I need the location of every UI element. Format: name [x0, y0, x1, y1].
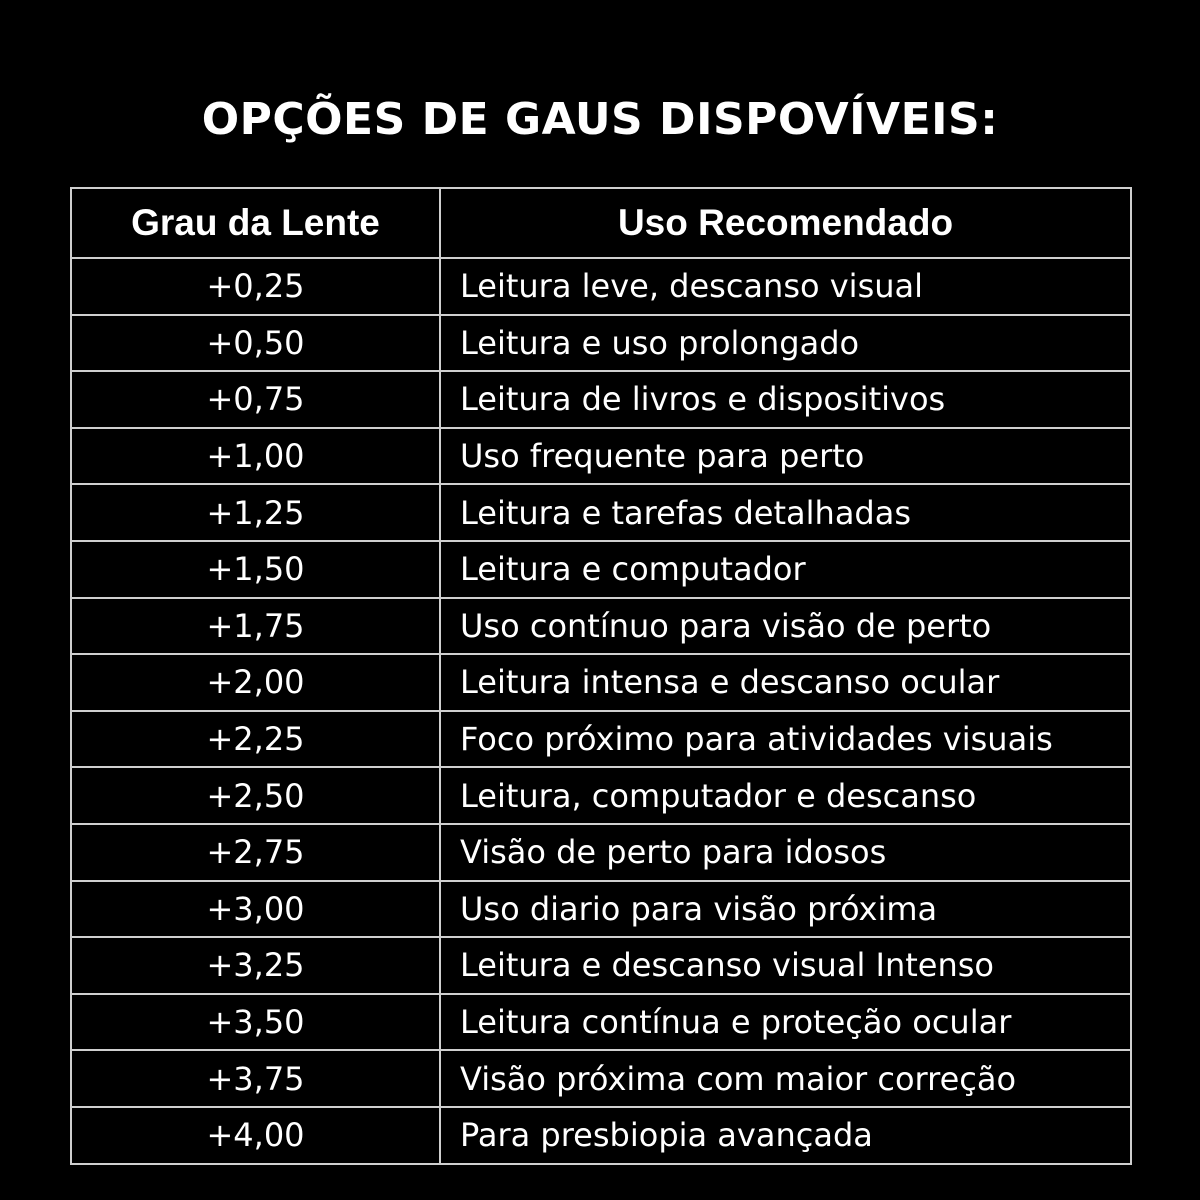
table-row	[71, 994, 1131, 1051]
lens-grade-cell: +3,00	[71, 881, 440, 938]
table-row	[71, 824, 1131, 881]
lens-grade-cell: +3,50	[71, 994, 440, 1051]
header-lens-grade: Grau da Lente	[71, 188, 440, 258]
lens-grade-cell: +0,25	[71, 258, 440, 315]
recommended-use-cell: Leitura intensa e descanso ocular	[440, 654, 1131, 711]
recommended-use-cell: Leitura e uso prolongado	[440, 315, 1131, 372]
table-row	[71, 371, 1131, 428]
lens-grade-cell: +1,50	[71, 541, 440, 598]
recommended-use-cell: Foco próximo para atividades visuais	[440, 711, 1131, 768]
recommended-use-cell: Visão de perto para idosos	[440, 824, 1131, 881]
recommended-use-cell: Uso frequente para perto	[440, 428, 1131, 485]
lens-grade-cell: +4,00	[71, 1107, 440, 1164]
lens-grade-cell: +1,75	[71, 598, 440, 655]
recommended-use-cell: Uso contínuo para visão de perto	[440, 598, 1131, 655]
table-row	[71, 428, 1131, 485]
table-row	[71, 881, 1131, 938]
table-row	[71, 598, 1131, 655]
table-row	[71, 767, 1131, 824]
lens-grade-cell: +1,25	[71, 484, 440, 541]
lens-grade-cell: +2,75	[71, 824, 440, 881]
recommended-use-cell: Leitura e tarefas detalhadas	[440, 484, 1131, 541]
table-row	[71, 711, 1131, 768]
recommended-use-cell: Leitura e computador	[440, 541, 1131, 598]
recommended-use-cell: Leitura e descanso visual Intenso	[440, 937, 1131, 994]
table-row	[71, 937, 1131, 994]
table-row	[71, 541, 1131, 598]
table-row	[71, 258, 1131, 315]
recommended-use-cell: Visão próxima com maior correção	[440, 1050, 1131, 1107]
recommended-use-cell: Leitura contínua e proteção ocular	[440, 994, 1131, 1051]
table-row	[71, 315, 1131, 372]
page-title: OPÇÕES DE GAUS DISPOVÍVEIS:	[201, 94, 999, 145]
table-row	[71, 1050, 1131, 1107]
lens-grade-cell: +0,75	[71, 371, 440, 428]
table-row	[71, 654, 1131, 711]
lens-grade-cell: +0,50	[71, 315, 440, 372]
lens-grade-cell: +3,75	[71, 1050, 440, 1107]
recommended-use-cell: Leitura de livros e dispositivos	[440, 371, 1131, 428]
table-row	[71, 484, 1131, 541]
table-header-row	[71, 188, 1131, 258]
recommended-use-cell: Uso diario para visão próxima	[440, 881, 1131, 938]
table-row	[71, 1107, 1131, 1164]
lens-grade-cell: +2,00	[71, 654, 440, 711]
lens-grade-cell: +2,25	[71, 711, 440, 768]
lens-grade-cell: +3,25	[71, 937, 440, 994]
recommended-use-cell: Leitura leve, descanso visual	[440, 258, 1131, 315]
header-recommended-use: Uso Recomendado	[440, 188, 1131, 258]
recommended-use-cell: Para presbiopia avançada	[440, 1107, 1131, 1164]
recommended-use-cell: Leitura, computador e descanso	[440, 767, 1131, 824]
lens-grade-cell: +2,50	[71, 767, 440, 824]
lens-grade-table	[70, 187, 1132, 1165]
lens-grade-cell: +1,00	[71, 428, 440, 485]
